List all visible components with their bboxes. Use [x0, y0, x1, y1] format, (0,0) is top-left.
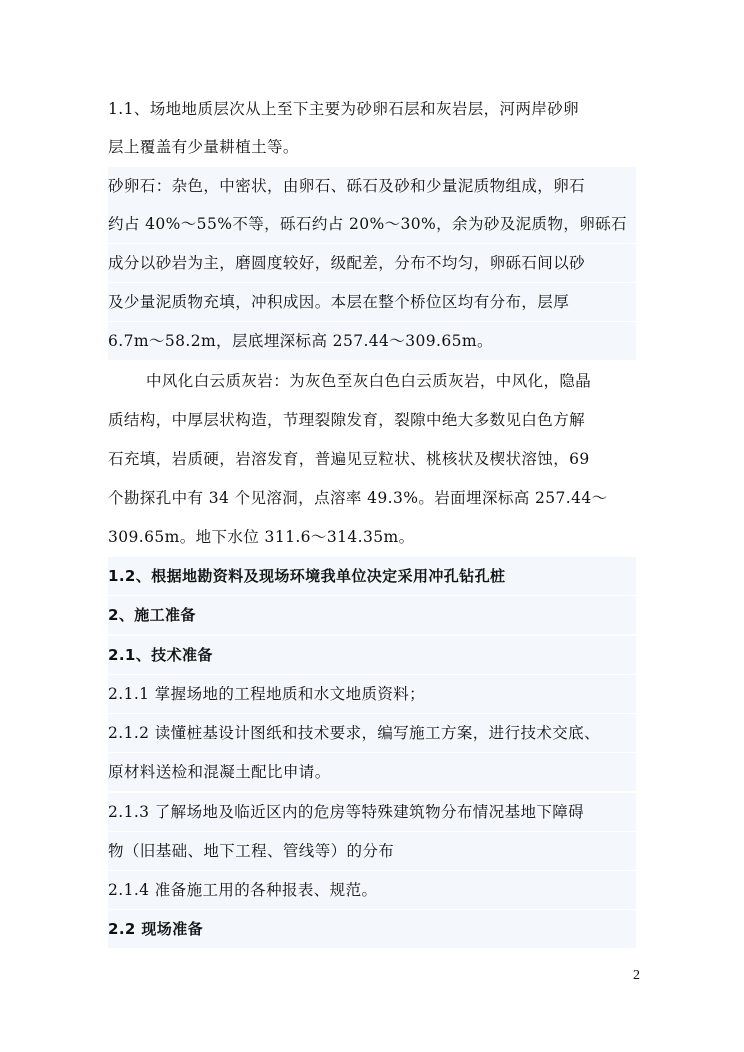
paragraph-line: 2.1.1 掌握场地的工程地质和水文地质资料；: [108, 675, 636, 713]
section-heading: 1.2、根据地勘资料及现场环境我单位决定采用冲孔钻孔桩: [108, 557, 636, 595]
paragraph-line: 6.7m～58.2m，层底埋深标高 257.44～309.65m。: [108, 322, 636, 360]
paragraph-line: 2.1.4 准备施工用的各种报表、规范。: [108, 871, 636, 909]
paragraph-line: 及少量泥质物充填，冲积成因。本层在整个桥位区均有分布，层厚: [108, 283, 636, 321]
paragraph-line: 中风化白云质灰岩：为灰色至灰白色白云质灰岩，中风化，隐晶: [146, 372, 592, 390]
section-heading: 2、施工准备: [108, 596, 636, 634]
section-heading: 2.1、技术准备: [108, 636, 636, 674]
paragraph-line: 石充填，岩质硬，岩溶发育，普遍见豆粒状、桃核状及楔状溶蚀，69: [108, 450, 590, 468]
page-number: 2: [633, 968, 640, 983]
paragraph-line: 个勘探孔中有 34 个见溶洞，点溶率 49.3%。岩面埋深标高 257.44～: [108, 489, 608, 507]
paragraph-line: 309.65m。地下水位 311.6～314.35m。: [108, 528, 415, 546]
paragraph-line: 物（旧基础、地下工程、管线等）的分布: [108, 832, 636, 870]
paragraph-line: 约占 40%～55%不等，砾石约占 20%～30%，余为砂及泥质物，卵砾石: [108, 205, 636, 243]
section-heading: 2.2 现场准备: [108, 910, 636, 948]
paragraph-line: 1.1、场地地质层次从上至下主要为砂卵石层和灰岩层，河两岸砂卵: [108, 100, 580, 118]
paragraph-line: 砂卵石：杂色，中密状，由卵石、砾石及砂和少量泥质物组成，卵石: [108, 167, 636, 205]
paragraph-line: 质结构，中厚层状构造，节理裂隙发育，裂隙中绝大多数见白色方解: [108, 411, 586, 429]
paragraph-line: 层上覆盖有少量耕植土等。: [108, 138, 299, 156]
paragraph-line: 原材料送检和混凝土配比申请。: [108, 753, 636, 791]
paragraph-line: 2.1.3 了解场地及临近区内的危房等特殊建筑物分布情况基地下障碍: [108, 793, 636, 831]
paragraph-line: 成分以砂岩为主，磨圆度较好，级配差，分布不均匀，卵砾石间以砂: [108, 244, 636, 282]
paragraph-line: 2.1.2 读懂桩基设计图纸和技术要求，编写施工方案，进行技术交底、: [108, 714, 636, 752]
